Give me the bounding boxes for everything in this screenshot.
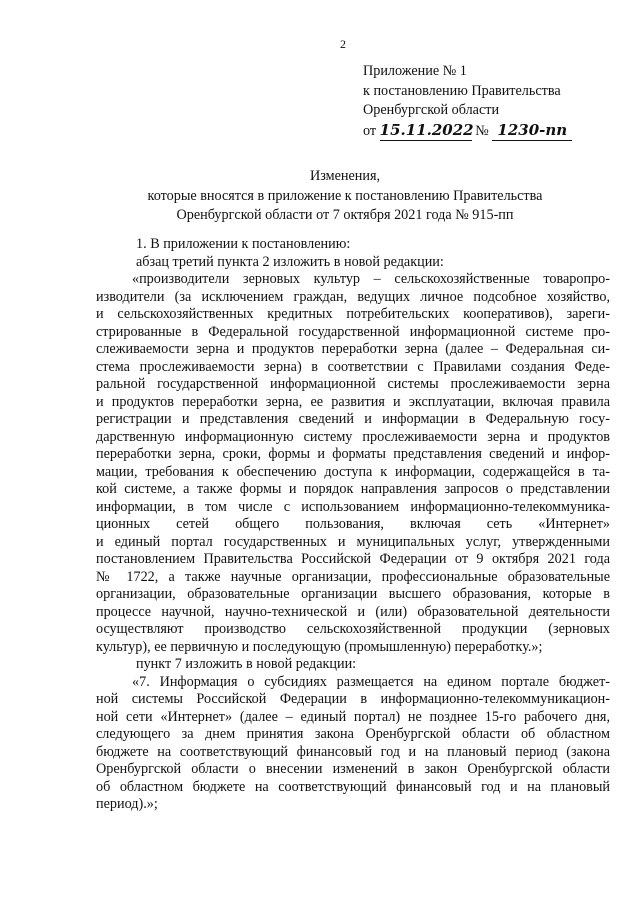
document-body xyxy=(96,236,610,814)
page-number: 2 xyxy=(340,37,346,51)
text-line: информации, в том числе с использованием информационно-телекоммуника- xyxy=(96,498,610,515)
text-line: и единый портал государственных и муниципальных услуг, утвержденными xyxy=(96,533,610,550)
text-line: переработки зерна, сроки, формы и форматы представления сведений и инфор- xyxy=(96,446,610,462)
handwritten-date: 15.11.2022 xyxy=(380,121,472,142)
appendix-region: Оренбургской области xyxy=(363,102,500,118)
handwritten-number: 1230-пп xyxy=(492,121,572,142)
text-line: и сельскохозяйственных кредитных потребительских кооперативов), зареги- xyxy=(96,306,610,322)
text-line: осуществляют производство сельскохозяйственной продукции (зерновых xyxy=(96,621,610,637)
text-line: абзац третий пункта 2 изложить в новой редакции: xyxy=(136,253,444,270)
text-line: организации, образовательные организации высшего образования, которые в xyxy=(96,586,610,602)
appendix-header xyxy=(363,62,613,141)
text-line: и продуктов переработки зерна, ее развития и эксплуатации, включая правила xyxy=(96,393,610,410)
text-line: слеживаемости зерна и продуктов переработки зерна (далее – Федеральная си- xyxy=(96,341,610,357)
text-line: ционных сетей общего пользования, включая сеть «Интернет» xyxy=(96,516,610,532)
text-line: мации, требования к обеспечению доступа к информации, содержащейся в та- xyxy=(96,463,610,480)
text-line: следующего за днем принятия закона Оренбургской области об областном xyxy=(96,726,610,742)
text-line: процессе научной, научно-технической и (или) образовательной деятельности xyxy=(96,603,610,620)
text-line: № 1722, а также научные организации, профессиональные образовательные xyxy=(96,568,610,585)
text-line: пункт 7 изложить в новой редакции: xyxy=(136,656,357,672)
text-line: изводители (за исключением граждан, ведущих личное подсобное хозяйство, xyxy=(96,288,610,305)
appendix-reference: к постановлению Правительства xyxy=(363,82,561,99)
title-line-3: Оренбургской области от 7 октября 2021 года № 915-пп xyxy=(176,207,514,223)
appendix-date-line xyxy=(363,121,613,142)
text-line: Оренбургской области о внесении изменений в закон Оренбургской области xyxy=(96,761,610,777)
text-line: ной системы Российской Федерации в информационно-телекоммуникацион- xyxy=(96,691,610,707)
title-line-2: которые вносятся в приложение к постановлению Правительства xyxy=(147,187,543,204)
text-line: стема прослеживаемости зерна) в соответствии с Правилами создания Феде- xyxy=(96,358,610,375)
date-label: от xyxy=(363,122,377,139)
text-line: «7. Информация о субсидиях размещается на едином портале бюджет- xyxy=(132,673,610,690)
text-line: постановлением Правительства Российской Федерации от 9 октября 2021 года xyxy=(96,551,610,567)
text-line: ральной государственной информационной системы прослеживаемости зерна xyxy=(96,376,610,392)
appendix-title: Приложение № 1 xyxy=(363,63,467,79)
document-title xyxy=(80,167,610,226)
text-line: период).»; xyxy=(96,796,158,812)
text-line: дарственную информационную систему прослеживаемости зерна и продуктов xyxy=(96,428,610,445)
text-line: ной сети «Интернет» (далее – единый портал) не позднее 15-го рабочего дня, xyxy=(96,708,610,725)
text-line: 1. В приложении к постановлению: xyxy=(136,236,351,252)
title-line-1: Изменения, xyxy=(309,168,381,184)
number-label: № xyxy=(475,122,489,139)
text-line: бюджете на соответствующий финансовый год и на плановый период (закона xyxy=(96,743,610,760)
text-line: об областном бюджете на соответствующий финансовый год и на плановый xyxy=(96,778,610,795)
text-line: «производители зерновых культур – сельскохозяйственные товаропро- xyxy=(132,271,610,287)
text-line: стрированные в Федеральной государственной информационной системе про- xyxy=(96,323,610,340)
text-line: культур), ее первичную и последующую (промышленную) переработку.»; xyxy=(96,638,543,655)
text-line: кой системе, а также формы и порядок направления запросов о представлении xyxy=(96,481,610,497)
text-line: регистрации и представления сведений и информации в Федеральную госу- xyxy=(96,411,610,427)
